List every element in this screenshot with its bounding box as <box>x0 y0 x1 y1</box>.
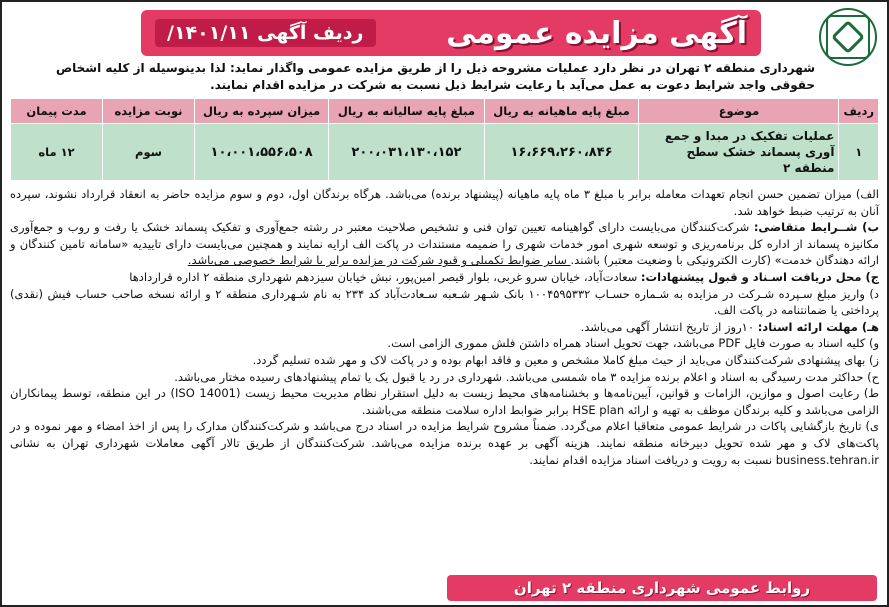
title-banner <box>141 10 761 56</box>
clause-he-text: ۱۰روز از تاریخ انتشار آگهی می‌باشد. <box>580 319 758 334</box>
header-duration: مدت پیمان <box>11 99 103 124</box>
header-yearly-base: مبلغ پایه سالیانه به ریال <box>329 99 484 124</box>
clause-jim-label: ج) محل دریافت اسـناد و قبول پیشنهادات: <box>640 269 879 284</box>
clauses <box>10 186 879 468</box>
intro-paragraph: شهرداری منطقه ۲ تهران در نظر دارد عملیات مشروحه ذیل را از طریق مزایده عمومی واگذار نماید: لذا بدینوسیله از کلیه اشخاص حقوقی واجد شرایط دعوت به عمل می‌آید با رعایت شرایط ذیل نسبت به شرکت در مزایده اقدام نمایند. <box>55 61 815 92</box>
header-round: نوبت مزایده <box>103 99 195 124</box>
table-row <box>11 124 879 181</box>
clause-he2: ح) حداکثر مدت رسیدگی به اسناد و اعلام برنده مزایده ۳ ماه شمسی می‌باشد. شهرداری در رد یا قبول یک یا تمام پیشنهادهای رسیده مختار می‌باشد. <box>174 369 879 384</box>
clause-jim-text: سعادت‌آباد، خیابان سرو غربی، بلوار قیصر امین‌پور، نبش خیابان سیزدهم شهرداری منطقه ۲ اداره قراردادها <box>129 269 641 284</box>
clause-he <box>10 319 879 336</box>
table-header-row <box>11 99 879 124</box>
clause-be <box>10 219 879 269</box>
cell-subject: عملیات تفکیک در مبدا و جمع آوری پسماند خشک سطح منطقه ۲ <box>639 124 839 181</box>
cell-yearly-base: ۲۰۰،۰۳۱،۱۳۰،۱۵۲ <box>329 124 484 181</box>
banner-title: آگهی مزایده عمومی <box>446 15 747 51</box>
header-deposit: میزان سپرده به ریال <box>195 99 329 124</box>
municipality-logo <box>819 8 877 66</box>
header-subject: موضوع <box>639 99 839 124</box>
clause-alef: الف) میزان تضمین حسن انجام تعهدات معامله برابر با مبلغ ۳ ماه پایه ماهیانه (پیشنهاد برنده) می‌باشد. هرگاه برندگان اول، دوم و سوم مزایده حاضر به انعقاد قرارداد نشوند، سپرده آنان به ترتیب ضبط خواهد شد. <box>10 187 880 218</box>
footer-text: روابط عمومی شهرداری منطقه ۲ تهران <box>513 579 811 597</box>
header <box>10 6 879 68</box>
clause-jim <box>10 269 879 286</box>
header-monthly-base: مبلغ پایه ماهیانه به ریال <box>484 99 639 124</box>
cell-row-number: ۱ <box>839 124 879 181</box>
auction-table <box>10 98 879 181</box>
clause-ye: ی) تاریخ بازگشایی پاکات در شرایط عمومی متعاقبا اعلام می‌گردد. ضمناً مشروح شرایط مزایده در اسناد درج می‌باشد و شرکت‌کنندگان مدارک را پس از اخذ امضاء و مهر نموده و در پاکت‌های لاک و مهر شده تحویل دبیرخانه منطقه نمایند. هزینه آگهی بر عهده برنده مزایده می‌باشد. شرکت‌کنندگان از طریق تالار آگهی معاملات شهرداری تهران به نشانی business.tehran.ir نسبت به رویت و دریافت اسناد مزایده اقدام نمایند. <box>10 419 879 467</box>
clause-be-text: شرکت‌کنندگان می‌بایست دارای گواهینامه تعیین توان فنی و تشخیص صلاحیت معتبر در رشته جمع‌آوری و تفکیک پسماند خشک یا رفت و روب و جمع‌آوری مکانیزه پسماند از اداره کل برنامه‌ریزی و توسعه شهری امور خدمات شهری را ضمیمه مستندات در پاکت الف ارایه نمایند و همچنین می‌بایست دارای تاییدیه «سامانه تامین کنندگان و ارائه دهندگان خدمت» (کارت الکترونیکی با وضعیت معتبر) باشند. <box>10 220 879 268</box>
clause-vav: و) کلیه اسناد به صورت فایل PDF می‌باشد، جهت تحویل اسناد همراه داشتن فلش مموری الزامی است. <box>387 336 879 351</box>
cell-duration: ۱۲ ماه <box>11 124 103 181</box>
clause-ze: ز) بهای پیشنهادی شرکت‌کنندگان می‌باید از حیث مبلغ کاملا مشخص و معین و فاقد ابهام بوده و در پاکت لاک و مهر شده تسلیم گردد. <box>252 352 879 367</box>
clause-dal: د) واریز مبلغ سـپرده شـرکت در مزایده به شـماره حسـاب ۱۰۰۴۵۹۵۳۳۲ بانک شـهر شـعبه سـعادت‌آباد کد ۲۳۴ به نام شـهرداری منطقه ۲ و ارائه نسخه صاحب حساب فیش (نقدی) پرداختی یا ضمانتنامه در پاکت الف. <box>10 286 879 318</box>
cell-deposit: ۱۰،۰۰۱،۵۵۶،۵۰۸ <box>195 124 329 181</box>
clause-te: ط) رعایت اصول و موازین، الزامات و قوانین، آیین‌نامه‌ها و بخشنامه‌های محیط زیست به دلیل استقرار نظام مدیریت محیط زیست (ISO 14001) در این منطقه، توسط پیمانکاران الزامی می‌باشد و کلیه برندگان موظف به تهیه و ارائه HSE plan برابر ضوابط اداره سلامت منطقه می‌باشند. <box>10 386 879 417</box>
clause-he-label: هـ) مهلت ارائه اسناد: <box>757 319 879 334</box>
header-row-number: ردیف <box>839 99 879 124</box>
logo-emblem-icon <box>831 20 865 54</box>
clause-be-label: ب) شــرایط متقاضی: <box>753 220 879 235</box>
clause-be-tail: سایر ضوابط تکمیلی و قیود شرکت در مزایده برابر با شرایط خصوصی می‌باشد. <box>187 253 571 268</box>
footer-banner <box>447 575 877 601</box>
cell-monthly-base: ۱۶،۶۶۹،۲۶۰،۸۴۶ <box>484 124 639 181</box>
logo-frame <box>826 15 870 59</box>
cell-round: سوم <box>103 124 195 181</box>
banner-row-number: ردیف آگهی ۱۴۰۱/۱۱/ <box>155 19 376 47</box>
